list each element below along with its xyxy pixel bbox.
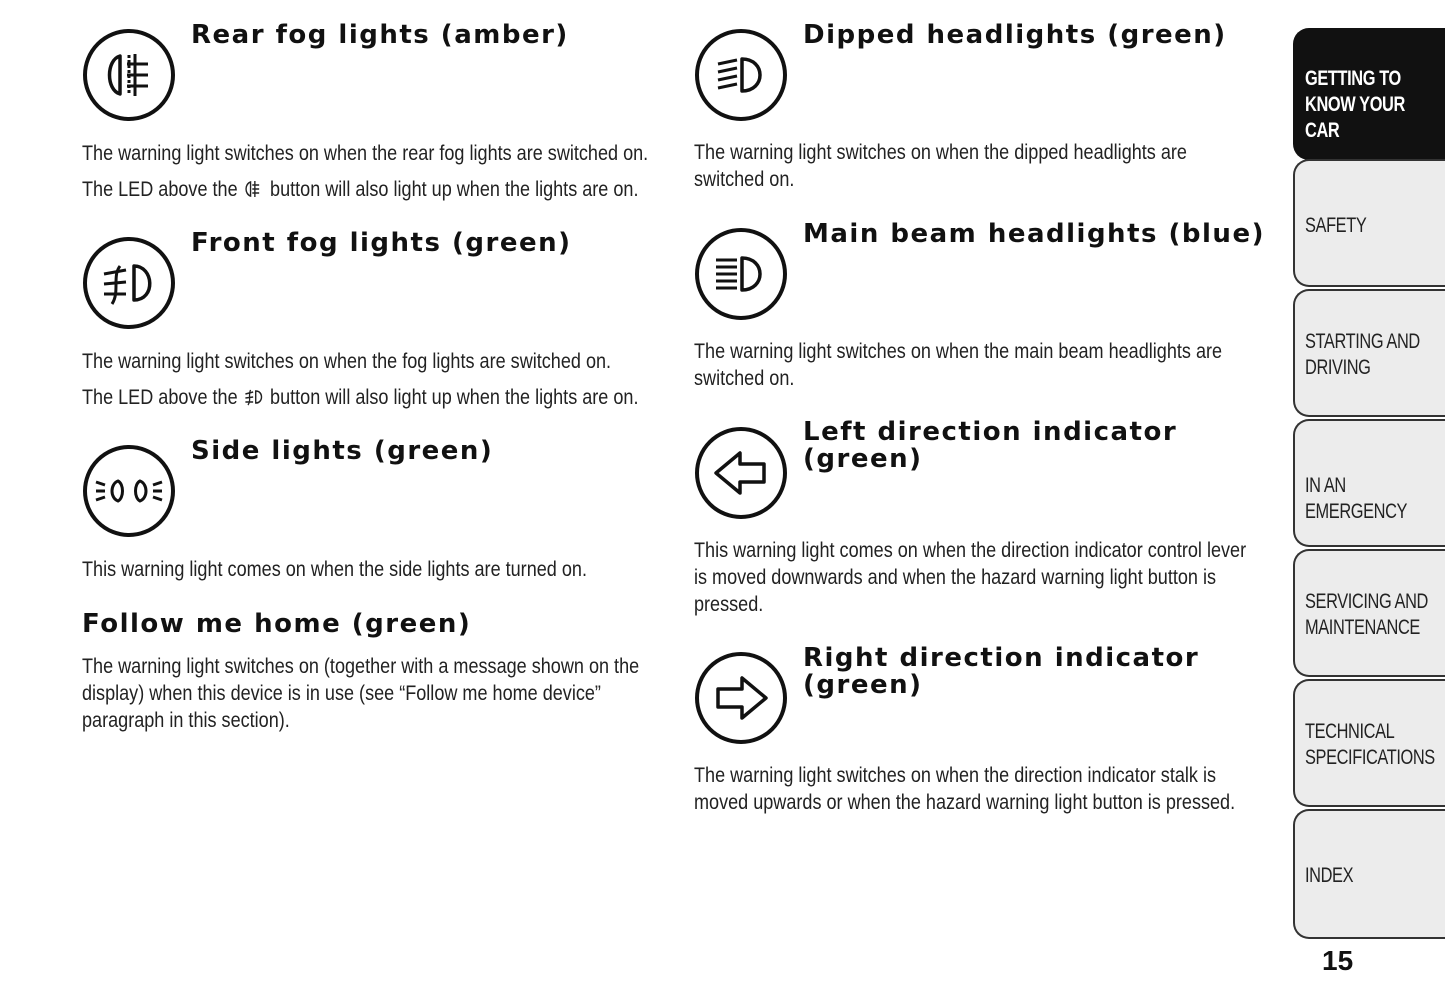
tab-label: IN AN EMERGENCY — [1305, 474, 1408, 523]
side-lights-title: Side lights (green) — [191, 436, 494, 466]
dipped-headlights-icon — [694, 28, 788, 122]
front-fog-title: Front fog lights (green) — [191, 228, 572, 258]
rear-fog-inline-icon — [243, 179, 265, 199]
rear-fog-title: Rear fog lights (amber) — [191, 20, 569, 50]
follow-me-home-title: Follow me home (green) — [82, 609, 472, 639]
front-fog-line1: The warning light switches on when the fog lights are switched on. — [82, 350, 612, 373]
dipped-title: Dipped headlights (green) — [803, 20, 1227, 50]
front-fog-light-icon — [82, 236, 176, 330]
tab-label: STARTING AND DRIVING — [1305, 330, 1420, 379]
tab-label: SERVICING AND MAINTENANCE — [1305, 590, 1428, 639]
rear-fog-line2-after: button will also light up when the lights are on. — [265, 178, 639, 201]
rear-fog-text — [82, 136, 667, 208]
right-indicator-title: Right direction indicator (green) — [803, 643, 1200, 700]
rear-fog-line2-before: The LED above the — [82, 178, 243, 201]
side-lights-text: This warning light comes on when the side lights are turned on. — [82, 558, 587, 581]
tab-starting-and-driving[interactable] — [1293, 289, 1445, 417]
tab-label: INDEX — [1305, 864, 1354, 887]
page-number: 15 — [1322, 945, 1354, 976]
tab-servicing-and-maintenance[interactable] — [1293, 549, 1445, 677]
tab-safety[interactable] — [1293, 159, 1445, 287]
front-fog-line2-after: button will also light up when the lights are on. — [265, 386, 639, 409]
tab-index[interactable] — [1293, 809, 1445, 939]
tab-technical-specifications[interactable] — [1293, 679, 1445, 807]
dipped-text: The warning light switches on when the dipped headlights are switched on. — [694, 141, 1187, 191]
tab-label: SAFETY — [1305, 214, 1367, 237]
tab-getting-to-know-your-car[interactable] — [1293, 28, 1445, 160]
front-fog-text — [82, 344, 667, 416]
side-lights-icon — [82, 444, 176, 538]
tab-label: GETTING TO KNOW YOUR CAR — [1305, 67, 1405, 142]
right-arrow-icon — [694, 651, 788, 745]
main-beam-title: Main beam headlights (blue) — [803, 219, 1265, 249]
front-fog-line2-before: The LED above the — [82, 386, 243, 409]
left-arrow-icon — [694, 426, 788, 520]
tab-label: TECHNICAL SPECIFICATIONS — [1305, 720, 1435, 769]
front-fog-inline-icon — [243, 387, 265, 407]
follow-me-home-text: The warning light switches on (together with a message shown on the display) when this device is in use (see “Follow me home device” paragraph in this section). — [82, 655, 640, 732]
right-indicator-text: The warning light switches on when the direction indicator stalk is moved upwards or when the hazard warning light button is pressed. — [694, 764, 1236, 814]
rear-fog-light-icon — [82, 28, 176, 122]
left-indicator-title: Left direction indicator (green) — [803, 417, 1178, 474]
main-beam-headlights-icon — [694, 227, 788, 321]
left-indicator-text: This warning light comes on when the direction indicator control lever is moved downwards and when the hazard warning light button is pressed. — [694, 539, 1247, 616]
main-beam-text: The warning light switches on when the main beam headlights are switched on. — [694, 340, 1223, 390]
tab-in-an-emergency[interactable] — [1293, 419, 1445, 547]
rear-fog-line1: The warning light switches on when the rear fog lights are switched on. — [82, 142, 649, 165]
